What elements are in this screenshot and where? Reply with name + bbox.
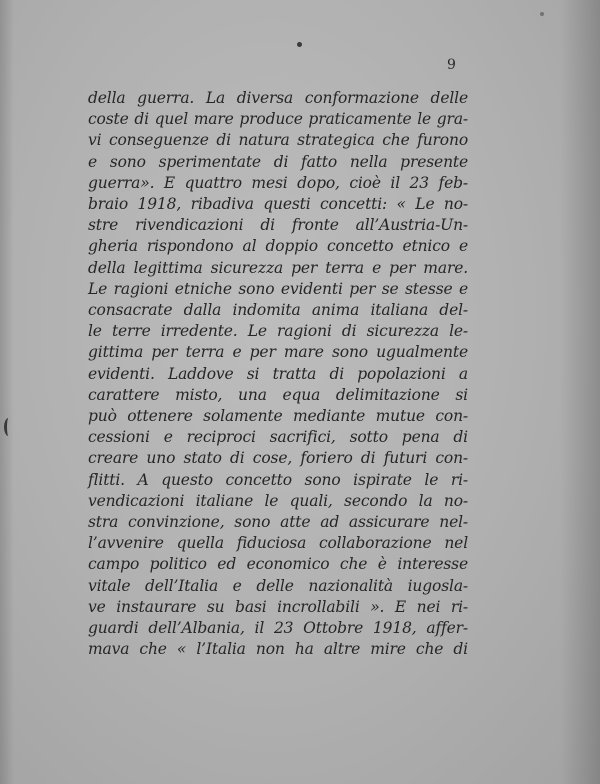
- text-line: carattere misto, una equa delimitazione si: [88, 385, 468, 404]
- text-line: vendicazioni italiane le quali, secondo la no-: [88, 491, 468, 510]
- text-line: stre rivendicazioni di fronte all’Austria-Un-: [88, 216, 468, 235]
- dust-speck: [297, 42, 302, 47]
- body-text: [88, 88, 468, 660]
- text-line: della legittima sicurezza per terra e per mare.: [88, 258, 468, 277]
- text-line: campo politico ed economico che è interesse: [88, 555, 468, 574]
- text-line: può ottenere solamente mediante mutue con-: [88, 407, 468, 426]
- text-line: mava che « l’Italia non ha altre mire che di: [88, 640, 468, 659]
- text-line: flitti. A questo concetto sono ispirate le ri-: [88, 470, 468, 489]
- text-line: l’avvenire quella fiduciosa collaborazione nel: [88, 534, 468, 553]
- text-line: gheria rispondono al doppio concetto etnico e: [88, 237, 468, 256]
- text-line: vi conseguenze di natura strategica che furono: [88, 131, 468, 150]
- text-line: guerra». E quattro mesi dopo, cioè il 23 feb-: [88, 173, 468, 192]
- binding-shadow: [0, 0, 14, 784]
- margin-mark: [4, 418, 13, 436]
- text-line: le terre irredente. Le ragioni di sicurezza le-: [88, 322, 468, 341]
- text-line: coste di quel mare produce praticamente le gra-: [88, 110, 468, 129]
- text-line: ve instaurare su basi incrollabili ». E nei ri-: [88, 597, 468, 616]
- text-line: stra convinzione, sono atte ad assicurare nel-: [88, 513, 468, 532]
- text-line: creare uno stato di cose, foriero di futuri con-: [88, 449, 468, 468]
- page-number: 9: [447, 57, 456, 73]
- page-edge-shadow: [560, 0, 600, 784]
- text-line: vitale dell’Italia e delle nazionalità iugosla-: [88, 576, 468, 595]
- text-line: consacrate dalla indomita anima italiana del-: [88, 301, 468, 320]
- text-line: della guerra. La diversa conformazione delle: [88, 89, 468, 107]
- text-line: e sono sperimentate di fatto nella presente: [88, 152, 468, 171]
- text-line: gittima per terra e per mare sono ugualmente: [88, 343, 468, 362]
- dust-speck: [540, 12, 544, 16]
- text-line: braio 1918, ribadiva questi concetti: « Le no-: [88, 195, 468, 214]
- text-line: cessioni e reciproci sacrifici, sotto pena di: [88, 428, 468, 447]
- text-line: guardi dell’Albania, il 23 Ottobre 1918, affer-: [88, 619, 468, 638]
- text-line: Le ragioni etniche sono evidenti per se stesse e: [88, 279, 468, 298]
- text-line: evidenti. Laddove si tratta di popolazioni a: [88, 364, 468, 383]
